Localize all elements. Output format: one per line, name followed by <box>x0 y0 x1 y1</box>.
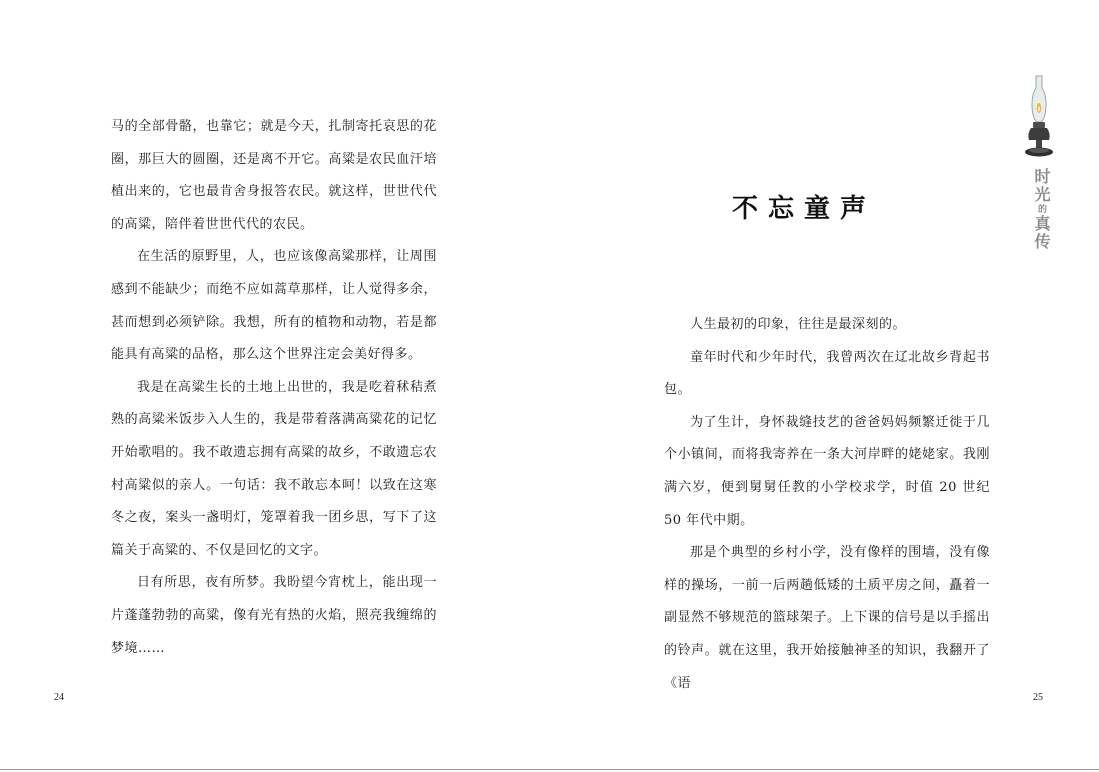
paragraph: 我是在高粱生长的土地上出世的，我是吃着秫秸煮熟的高粱米饭步入人生的，我是带着落满高粱花的记忆开始歌唱的。我不敢遗忘拥有高粱的故乡，不敢遗忘农村高粱似的亲人。一句话：我不敢忘本呵！以致在这寒冬之夜，案头一盏明灯，笼罩着我一团乡思，写下了这篇关于高粱的、不仅是回忆的文字。 <box>111 379 437 558</box>
page-number-left: 24 <box>54 692 64 703</box>
paragraph: 在生活的原野里，人，也应该像高粱那样，让周围感到不能缺少；而绝不应如蒿草那样，让人觉得多余，甚而想到必须铲除。我想，所有的植物和动物，若是都能具有高粱的品格，那么这个世界注定会美好得多。 <box>111 249 437 363</box>
right-page-body <box>664 309 990 700</box>
chapter-title: 不忘童声 <box>731 194 876 224</box>
paragraph: 马的全部骨骼，也靠它；就是今天，扎制寄托哀思的花圈，那巨大的圆圈，还是离不开它。高粱是农民血汗培植出来的，它也最肯舍身报答农民。就这样，世世代代的高粱，陪伴着世世代代的农民。 <box>111 119 437 232</box>
paragraph: 为了生计，身怀裁缝技艺的爸爸妈妈频繁迁徙于几个小镇间，而将我寄养在一条大河岸畔的姥姥家。我刚满六岁，便到舅舅任教的小学校求学，时值 20 世纪 50 年代中期。 <box>664 414 990 528</box>
paragraph: 那是个典型的乡村小学，没有像样的围墙，没有像样的操场，一前一后两趟低矮的土质平房之间，矗着一副显然不够规范的篮球架子。上下课的信号是以手摇出的铃声。就在这里，我开始接触神圣的知识，我翻开了《语 <box>664 545 990 691</box>
series-title-small: 的 <box>1036 204 1046 215</box>
series-title-main: 时光 <box>1032 168 1051 204</box>
page-number-right: 25 <box>1033 692 1043 703</box>
paragraph: 童年时代和少年时代，我曾两次在辽北故乡背起书包。 <box>664 349 990 398</box>
paragraph: 日有所思，夜有所梦。我盼望今宵枕上，能出现一片蓬蓬勃勃的高粱，像有光有热的火焰，照亮我缠绵的梦境…… <box>111 575 437 656</box>
bottom-divider <box>0 769 1099 770</box>
oil-lamp-icon <box>1019 74 1059 160</box>
series-title-end: 真传 <box>1032 215 1051 251</box>
paragraph: 人生最初的印象，往往是最深刻的。 <box>690 317 907 332</box>
series-title <box>1028 168 1050 251</box>
right-page <box>549 0 1099 772</box>
left-page-body <box>111 111 437 665</box>
left-page <box>0 0 549 772</box>
